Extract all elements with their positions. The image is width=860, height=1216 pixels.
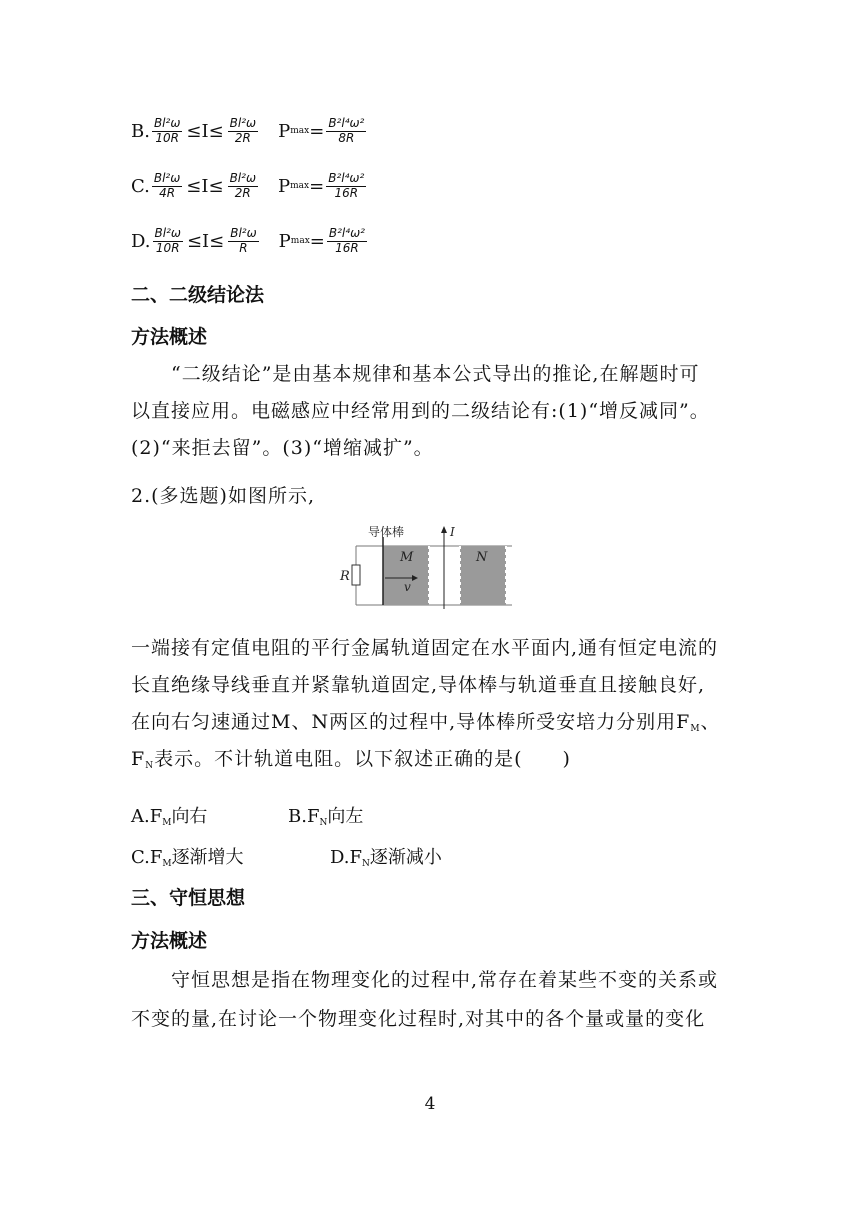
p-symbol: P: [278, 175, 291, 197]
numerator: Bl²ω: [229, 116, 257, 131]
numerator: Bl²ω: [230, 226, 257, 241]
question-line-text: 表示。不计轨道电阻。以下叙述正确的是( ): [154, 748, 571, 770]
relation: ≤I≤: [186, 120, 224, 142]
current-arrow-icon: [441, 526, 447, 533]
resistor-label: R: [340, 569, 350, 584]
choice-prefix: D.F: [330, 847, 363, 868]
denominator: 10R: [155, 130, 179, 145]
p-symbol: P: [278, 230, 291, 252]
question-line-4: [131, 744, 571, 771]
choice-c[interactable]: [131, 843, 244, 869]
option-letter: B.: [131, 120, 150, 142]
numerator: Bl²ω: [229, 171, 257, 186]
fraction: [228, 172, 258, 199]
denominator: 16R: [334, 185, 359, 200]
pmax-expression: [279, 227, 369, 254]
choice-prefix: A.F: [131, 806, 163, 827]
option-letter: D.: [131, 230, 151, 252]
numerator: B²l⁴ω²: [328, 226, 365, 241]
subscript: N: [362, 859, 370, 869]
rail-diagram: [340, 523, 516, 609]
pmax-expression: [278, 172, 368, 199]
resistor-icon: [352, 565, 360, 585]
choice-b[interactable]: [288, 802, 363, 828]
numerator: B²l⁴ω²: [328, 171, 365, 186]
choice-text: 向右: [171, 806, 208, 827]
paragraph-line: 不变的量,在讨论一个物理变化过程时,对其中的各个量或量的变化: [131, 1008, 706, 1030]
question-line: 一端接有定值电阻的平行金属轨道固定在水平面内,通有恒定电流的: [131, 637, 719, 659]
paragraph-line: 守恒思想是指在物理变化的过程中,常存在着某些不变的关系或: [171, 969, 719, 991]
option-letter: C.: [131, 175, 150, 197]
equals: =: [309, 175, 325, 197]
fraction: [326, 117, 366, 144]
section-heading: 二、二级结论法: [131, 284, 265, 306]
fraction: [327, 227, 367, 254]
denominator: 16R: [335, 240, 359, 255]
p-subscript: max: [290, 126, 310, 136]
section-heading: 三、守恒思想: [131, 887, 246, 909]
current-label: I: [450, 525, 455, 539]
choice-d[interactable]: [330, 843, 442, 869]
fraction: [152, 117, 182, 144]
region-m-label: M: [400, 550, 414, 565]
subscript: M: [162, 818, 172, 828]
p-subscript: max: [290, 236, 310, 246]
subscript: N: [319, 818, 328, 828]
region-n-label: N: [476, 550, 488, 565]
question-line-tail: 、: [700, 711, 721, 733]
option-d: [131, 218, 369, 264]
question-stem: 2.(多选题)如图所示,: [131, 485, 315, 507]
p-subscript: max: [290, 181, 310, 191]
choice-text: 逐渐减小: [369, 847, 442, 868]
force-symbol: F: [131, 748, 146, 770]
option-b: [131, 108, 368, 154]
question-line: 长直绝缘导线垂直并紧靠轨道固定,导体棒与轨道垂直且接触良好,: [131, 674, 706, 696]
choice-a[interactable]: [131, 802, 207, 828]
denominator: 4R: [159, 185, 176, 200]
subscript: N: [145, 761, 155, 771]
fraction: [152, 172, 182, 199]
denominator: 8R: [338, 130, 355, 145]
relation: ≤I≤: [186, 230, 225, 252]
choice-prefix: C.F: [131, 847, 163, 868]
page-number: 4: [424, 1094, 436, 1114]
fraction: [153, 227, 183, 254]
denominator: 10R: [155, 240, 180, 255]
subscript: M: [162, 859, 172, 869]
paragraph-line: “二级结论”是由基本规律和基本公式导出的推论,在解题时可: [171, 363, 700, 385]
fraction: [228, 117, 258, 144]
equals: =: [309, 120, 325, 142]
numerator: Bl²ω: [154, 226, 181, 241]
equals: =: [309, 230, 325, 252]
choice-text: 向左: [327, 806, 364, 827]
denominator: 2R: [234, 130, 251, 145]
paragraph-line: 以直接应用。电磁感应中经常用到的二级结论有:(1)“增反减同”。: [131, 400, 710, 422]
paragraph-line: (2)“来拒去留”。(3)“增缩减扩”。: [131, 437, 434, 459]
rod-label: 导体棒: [368, 525, 405, 539]
velocity-label: v: [404, 580, 411, 594]
relation: ≤I≤: [186, 175, 224, 197]
choice-text: 逐渐增大: [171, 847, 244, 868]
pmax-expression: [278, 117, 368, 144]
fraction: [326, 172, 366, 199]
numerator: Bl²ω: [153, 171, 181, 186]
method-heading: 方法概述: [131, 326, 208, 348]
denominator: R: [239, 240, 248, 255]
subscript: M: [690, 724, 701, 734]
fraction: [228, 227, 258, 254]
numerator: Bl²ω: [153, 116, 181, 131]
choice-prefix: B.F: [288, 806, 320, 827]
option-c: [131, 163, 368, 209]
question-line-text: 在向右匀速通过M、N两区的过程中,导体棒所受安培力分别用F: [131, 711, 691, 733]
numerator: B²l⁴ω²: [328, 116, 365, 131]
p-symbol: P: [278, 120, 291, 142]
method-heading: 方法概述: [131, 930, 208, 952]
denominator: 2R: [234, 185, 251, 200]
question-line-3: [131, 707, 721, 734]
